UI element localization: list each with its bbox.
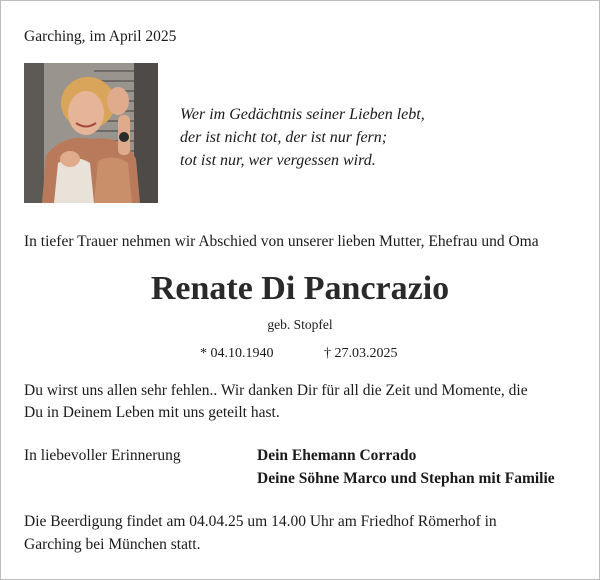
place-date: Garching, im April 2025 [24,28,177,45]
memorial-quote [180,103,425,172]
intro-text: In tiefer Trauer nehmen wir Abschied von unserer lieben Mutter, Ehefrau und Oma [24,233,539,250]
signature-label: In liebevoller Erinnerung [24,447,181,464]
portrait-photo [24,63,158,203]
deceased-name: Renate Di Pancrazio [150,270,450,307]
quote-line: Wer im Gedächtnis seiner Lieben lebt, [180,106,425,123]
birth-date: * 04.10.1940 [200,346,274,361]
quote-line: der ist nicht tot, der ist nur fern; [180,129,388,146]
message-line: Du wirst uns allen sehr fehlen.. Wir danken Dir für all die Zeit und Momente, die [24,382,528,399]
death-date: † 27.03.2025 [324,346,398,361]
signature-line: Dein Ehemann Corrado [257,447,417,464]
signature-line: Deine Söhne Marco und Stephan mit Familie [257,470,555,487]
message-line: Du in Deinem Leben mit uns geteilt hast. [24,404,280,421]
funeral-info-line: Die Beerdigung findet am 04.04.25 um 14.00 Uhr am Friedhof Römerhof in [24,513,497,530]
maiden-name: geb. Stopfel [267,317,333,332]
funeral-info-line: Garching bei München statt. [24,536,201,553]
quote-line: tot ist nur, wer vergessen wird. [180,152,376,169]
